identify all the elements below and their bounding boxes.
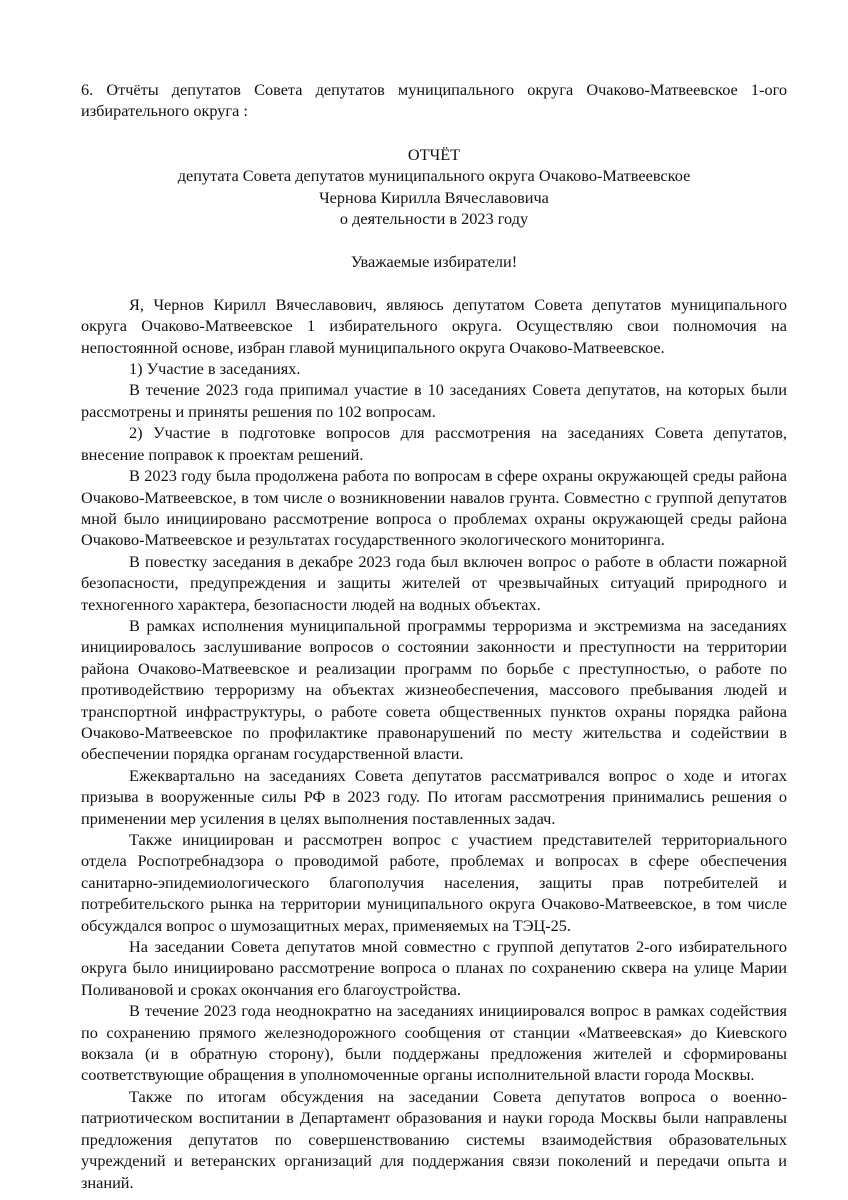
paragraph: Я, Чернов Кирилл Вячеславович, являюсь депутатом Совета депутатов муниципального округа Очаково-Матвеевское 1 избирательного округа. Осуществляю свои полномочия на непостоянной основе, избран главой муниципального округа Очаково-Матвеевское.	[81, 294, 787, 357]
report-subtitle-line-2: Чернова Кирилла Вячеславовича	[319, 187, 549, 207]
document-page	[81, 79, 787, 1193]
report-subtitle-line-1: депутата Совета депутатов муниципального округа Очаково-Матвеевское	[177, 166, 691, 186]
paragraph: В повестку заседания в декабре 2023 года был включен вопрос о работе в области пожарной безопасности, предупреждения и защиты жителей от чрезвычайных ситуаций природного и техногенного характера, безопасности людей на водных объектах.	[81, 551, 787, 614]
paragraph: 1) Участие в заседаниях.	[129, 359, 301, 379]
report-title-block	[81, 144, 787, 230]
paragraph: В рамках исполнения муниципальной программы терроризма и экстремизма на заседаниях инициировалось заслушивание вопросов о состоянии законности и преступности на территории района Очаково-Матвеевское и реализации программ по борьбе с преступностью, о работе по противодействию терроризму на объектах жизнеобеспечения, массового пребывания людей и транспортной инфраструктуры, о работе совета общественных пунктов охраны порядка района Очаково-Матвеевское по профилактике правонарушений по месту жительства и содействии в обеспечении порядка органам государственной власти.	[81, 615, 787, 764]
report-subtitle-line-3: о деятельности в 2023 году	[339, 209, 529, 229]
paragraph: В течение 2023 года неоднократно на заседаниях инициировался вопрос в рамках содействия по сохранению прямого железнодорожного сообщения от станции «Матвеевская» до Киевского вокзала (и в обратную сторону), были поддержаны предложения жителей и сформированы соответствующие обращения в уполномоченные органы исполнительной власти города Москвы.	[81, 1001, 787, 1085]
paragraph: В течение 2023 года припимал участие в 10 заседаниях Совета депутатов, на которых были рассмотрены и приняты решения по 102 вопросам.	[81, 380, 787, 421]
paragraph: 2) Участие в подготовке вопросов для рассмотрения на заседаниях Совета депутатов, внесение поправок к проектам решений.	[81, 423, 787, 464]
report-heading: ОТЧЁТ	[407, 144, 461, 164]
paragraph: Также по итогам обсуждения на заседании Совета депутатов вопроса о военно-патриотическом воспитании в Департамент образования и науки города Москвы были направлены предложения депутатов по совершенствованию системы взаимодействия образовательных учреждений и ветеранских организаций для поддержания связи поколений и передачи опыта и знаний.	[81, 1086, 787, 1192]
paragraph: В 2023 году была продолжена работа по вопросам в сфере охраны окружающей среды района Очаково-Матвеевское, в том числе о возникновении навалов грунта. Совместно с группой депутатов мной было инициировано рассмотрение вопроса о проблемах охраны окружающей среды района Очаково-Матвеевское и результатах государственного экологического мониторинга.	[81, 466, 787, 550]
section-intro: 6. Отчёты депутатов Совета депутатов муниципального округа Очаково-Матвеевское 1-ого избирательного округа :	[81, 80, 787, 121]
paragraph: Также инициирован и рассмотрен вопрос с участием представителей территориального отдела Роспотребнадзора о проводимой работе, проблемах и вопросах в сфере обеспечения санитарно-эпидемиологического благополучия населения, защиты прав потребителей и потребительского рынка на территории муниципального округа Очаково-Матвеевское, в том числе обсуждался вопрос о шумозащитных мерах, применяемых на ТЭЦ-25.	[81, 830, 787, 935]
greeting: Уважаемые избиратели!	[350, 252, 518, 272]
paragraph: Ежеквартально на заседаниях Совета депутатов рассматривался вопрос о ходе и итогах призыва в вооруженные силы РФ в 2023 году. По итогам рассмотрения принимались решения о применении мер усиления в целях выполнения поставленных задач.	[81, 765, 787, 828]
report-body	[81, 294, 787, 1193]
paragraph: На заседании Совета депутатов мной совместно с группой депутатов 2-ого избирательного округа было инициировано рассмотрение вопроса о планах по сохранению сквера на улице Марии Поливановой и сроках окончания его благоустройства.	[81, 937, 787, 999]
